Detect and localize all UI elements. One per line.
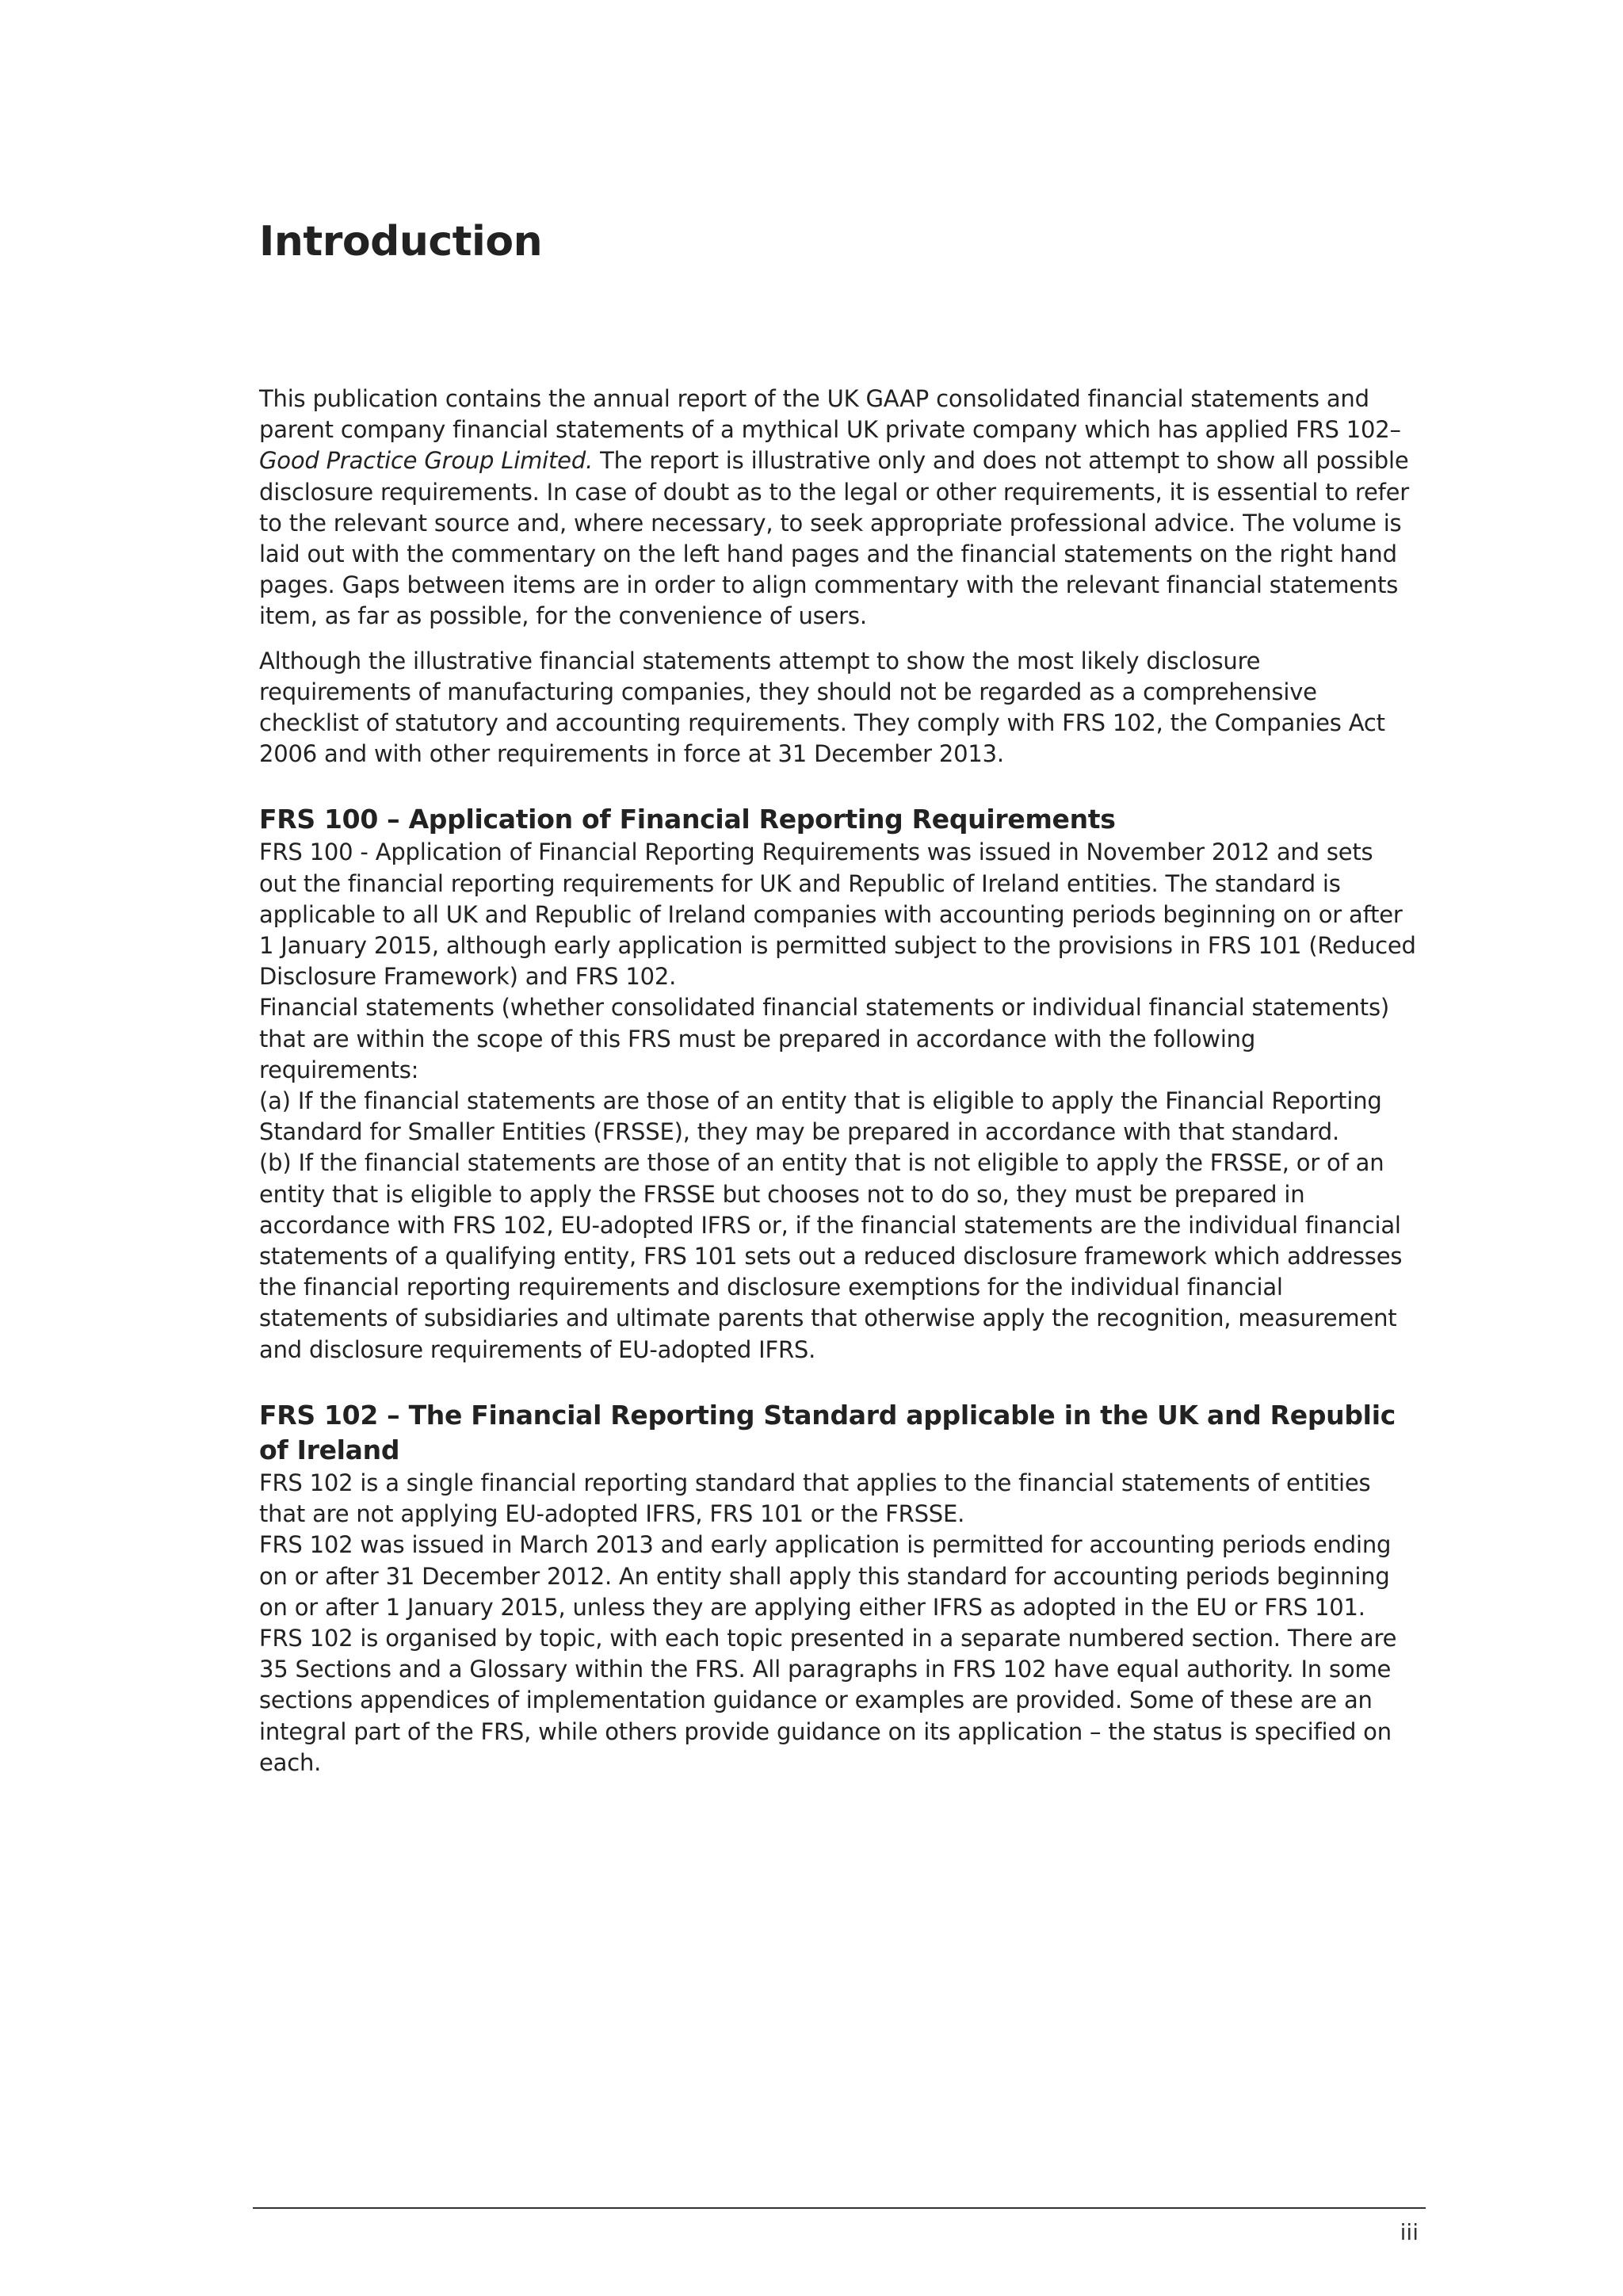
frs100-paragraph: Financial statements (whether consolidated financial statements or individual financial statements) that are within the scope of this FRS must be prepared in accordance with the following requirements:: [259, 994, 1389, 1083]
frs100-paragraph: (b) If the financial statements are those of an entity that is not eligible to apply the FRSSE, or of an entity that is eligible to apply the FRSSE but chooses not to do so, they must be prepared in accordance with FRS 102, EU-adopted IFRS or, if the financial statements are the individual financial statements of a qualifying entity, FRS 101 sets out a reduced disclosure framework which addresses the financial reporting requirements and disclosure exemptions for the individual financial statements of subsidiaries and ultimate parents that otherwise apply the recognition, measurement and disclosure requirements of EU-adopted IFRS.: [259, 1149, 1403, 1363]
page-body: [259, 384, 1416, 1778]
page-number: iii: [1400, 2219, 1419, 2245]
frs100-heading: FRS 100 – Application of Financial Reporting Requirements: [259, 804, 1116, 835]
intro-paragraph-2: Although the illustrative financial statements attempt to show the most likely disclosure requirements of manufacturing companies, they should not be regarded as a comprehensive checklist of statutory and accounting requirements. They comply with FRS 102, the Companies Act 2006 and with other requirements in force at 31 December 2013.: [259, 647, 1385, 768]
frs102-section: [259, 1398, 1416, 1778]
intro-paragraph-1: [259, 384, 1416, 632]
frs100-section: [259, 802, 1416, 1365]
footer-divider: [253, 2207, 1426, 2209]
page-title: Introduction: [259, 218, 543, 266]
company-name-italic: Good Practice Group Limited.: [259, 447, 594, 475]
frs102-paragraph: FRS 102 is a single financial reporting standard that applies to the financial statements of entities that are not applying EU-adopted IFRS, FRS 101 or the FRSSE.: [259, 1469, 1371, 1528]
intro-text-end: The report is illustrative only and does not attempt to show all possible disclosure requirements. In case of doubt as to the legal or other requirements, it is essential to refer to the relevant source and, where necessary, to seek appropriate professional advice. The volume is laid out with the commentary on the left hand pages and the financial statements on the right hand pages. Gaps between items are in order to align commentary with the relevant financial statements item, as far as possible, for the convenience of users.: [259, 447, 1410, 630]
frs102-heading: FRS 102 – The Financial Reporting Standard applicable in the UK and Republic of Ireland: [259, 1399, 1396, 1465]
frs102-paragraph: FRS 102 is organised by topic, with each topic presented in a separate numbered section. There are 35 Sections and a Glossary within the FRS. All paragraphs in FRS 102 have equal authority. In some sections appendices of implementation guidance or examples are provided. Some of these are an integral part of the FRS, while others provide guidance on its application – the status is specified on each.: [259, 1624, 1397, 1776]
frs100-paragraph: (a) If the financial statements are those of an entity that is eligible to apply the Financial Reporting Standard for Smaller Entities (FRSSE), they may be prepared in accordance with that standard.: [259, 1087, 1382, 1146]
intro-text-start: This publication contains the annual report of the UK GAAP consolidated financial statements and parent company financial statements of a mythical UK private company which has applied FRS 102–: [259, 385, 1401, 444]
frs100-paragraph: FRS 100 - Application of Financial Reporting Requirements was issued in November 2012 and sets out the financial reporting requirements for UK and Republic of Ireland entities. The standard is applicable to all UK and Republic of Ireland companies with accounting periods beginning on or after 1 January 2015, although early application is permitted subject to the provisions in FRS 101 (Reduced Disclosure Framework) and FRS 102.: [259, 839, 1416, 991]
frs102-paragraph: FRS 102 was issued in March 2013 and early application is permitted for accounting periods ending on or after 31 December 2012. An entity shall apply this standard for accounting periods beginning on or after 1 January 2015, unless they are applying either IFRS as adopted in the EU or FRS 101.: [259, 1531, 1392, 1621]
